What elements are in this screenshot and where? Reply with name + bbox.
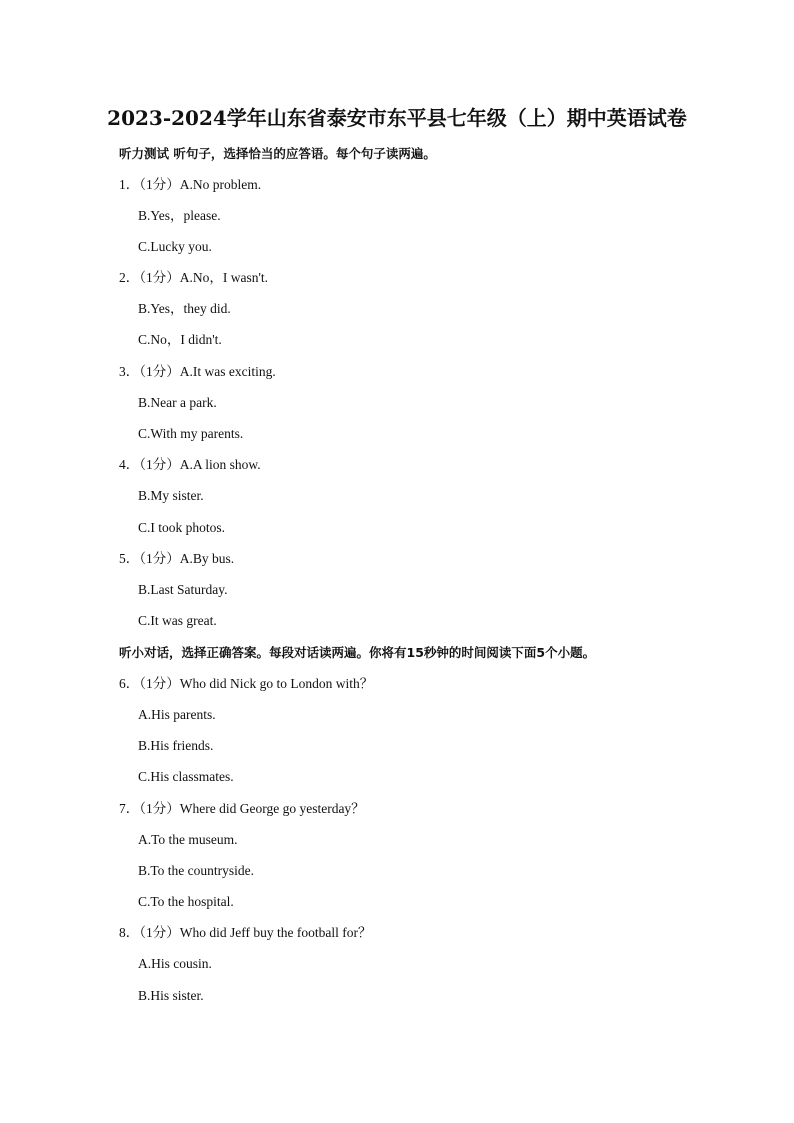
question-8-option-a: A.His cousin. [138, 956, 212, 971]
question-2: 2．（1分）A.No，I wasn't. [119, 270, 269, 285]
question-6-option-c: C.His classmates. [138, 769, 234, 784]
question-1: 1．（1分）A.No problem. [119, 177, 262, 192]
question-8-option-b: B.His sister. [138, 988, 204, 1003]
question-2-option-b: B.Yes，they did. [138, 301, 231, 316]
exam-title: 2023-2024学年山东省泰安市东平县七年级（上）期中英语试卷 [107, 106, 687, 130]
question-6-option-a: A.His parents. [138, 707, 216, 722]
question-7: 7．（1分）Where did George go yesterday？ [119, 801, 365, 816]
question-1-option-c: C.Lucky you. [138, 239, 212, 254]
question-3-option-b: B.Near a park. [138, 395, 217, 410]
question-4-option-b: B.My sister. [138, 488, 204, 503]
question-5-option-c: C.It was great. [138, 613, 217, 628]
question-7-option-c: C.To the hospital. [138, 894, 234, 909]
question-1-option-b: B.Yes，please. [138, 208, 221, 223]
question-5-option-b: B.Last Saturday. [138, 582, 228, 597]
question-8: 8．（1分）Who did Jeff buy the football for？ [119, 925, 372, 940]
question-4-option-c: C.I took photos. [138, 520, 226, 535]
question-6: 6．（1分）Who did Nick go to London with？ [119, 676, 374, 691]
question-5: 5．（1分）A.By bus. [119, 551, 235, 566]
question-7-option-b: B.To the countryside. [138, 863, 255, 878]
question-4: 4．（1分）A.A lion show. [119, 457, 261, 472]
question-3-option-c: C.With my parents. [138, 426, 244, 441]
question-3: 3．（1分）A.It was exciting. [119, 364, 276, 379]
section-heading-listening-dialogues: 听小对话，选择正确答案。每段对话读两遍。你将有15秒钟的时间阅读下面5个小题。 [119, 645, 596, 660]
section-heading-listening-sentences: 听力测试 听句子，选择恰当的应答语。每个句子读两遍。 [119, 146, 436, 161]
question-6-option-b: B.His friends. [138, 738, 214, 753]
question-2-option-c: C.No，I didn't. [138, 332, 222, 347]
question-7-option-a: A.To the museum. [138, 832, 238, 847]
